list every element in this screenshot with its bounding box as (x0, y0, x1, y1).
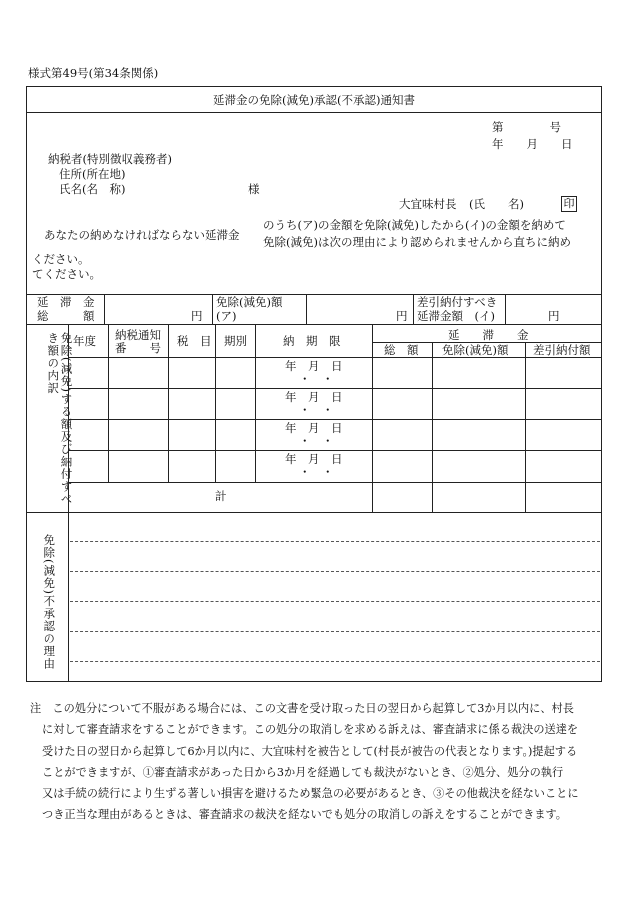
exempt-amount-label-2: (ア) (216, 309, 237, 323)
note-line: ことができますが、①審査請求があった日から3か月を経過しても裁決がないとき、②処分、処分の執行 (42, 765, 564, 779)
deadline-ymd: 年 月 日 (285, 452, 343, 466)
payable-amount-label-2: 延滞金額 (イ) (417, 309, 495, 323)
appeal-note (30, 698, 610, 826)
form-title: 延滞金の免除(減免)承認(不承認)通知書 (213, 93, 415, 107)
issuer-title: 大宜味村長 (399, 197, 457, 211)
body-bottom-line2: てください。 (32, 267, 101, 281)
divider (525, 342, 526, 512)
deadline-dots: ・ ・ (299, 465, 334, 479)
divider (68, 512, 69, 682)
divider (255, 324, 256, 482)
reason-line (70, 571, 600, 572)
yen-unit: 円 (191, 309, 203, 323)
breakdown-side-label: 免除(減免)する額及び納付すべき額の内訳 (46, 332, 74, 506)
note-line: 受けた日の翌日から起算して6か月以内に、大宜味村を被告として(村長が被告の代表となります。)提起する (42, 744, 578, 758)
divider (108, 324, 109, 482)
number-label: 第 号 (492, 120, 561, 134)
divider (68, 357, 602, 358)
reason-line (70, 631, 600, 632)
yen-unit: 円 (548, 309, 560, 323)
divider (168, 324, 169, 482)
deadline-dots: ・ ・ (299, 372, 334, 386)
note-line: 注 この処分について不服がある場合には、この文書を受け取った日の翌日から起算して3か月以内に、村長 (30, 702, 574, 715)
divider (26, 112, 602, 113)
col-late-fee: 延 滞 金 (448, 328, 529, 342)
issuer-name-label: (氏 名) (469, 197, 524, 211)
deadline-ymd: 年 月 日 (285, 421, 343, 435)
divider (26, 324, 602, 325)
divider (68, 324, 69, 512)
deadline-ymd: 年 月 日 (285, 390, 343, 404)
divider (26, 294, 602, 295)
table-row (68, 419, 602, 420)
col-total: 総 額 (384, 343, 419, 357)
divider (505, 294, 506, 324)
table-row (68, 450, 602, 451)
reason-line (70, 541, 600, 542)
col-exempt: 免除(減免)額 (442, 343, 509, 357)
date-label: 年 月 日 (492, 137, 573, 151)
col-tax-item: 税 目 (177, 334, 212, 348)
reason-side-label: 免除(減免)不承認の理由 (42, 534, 57, 670)
divider (26, 512, 602, 513)
exempt-amount-label-1: 免除(減免)額 (216, 295, 283, 309)
table-row (68, 482, 602, 483)
seal-mark: 印 (561, 196, 577, 212)
divider (212, 294, 213, 324)
deadline-dots: ・ ・ (299, 403, 334, 417)
body-right-line1: のうち(ア)の金額を免除(減免)したから(イ)の金額を納めて (263, 218, 566, 232)
col-deadline: 納 期 限 (283, 334, 341, 348)
col-notice-no-2: 番 号 (115, 341, 161, 355)
address-label: 住所(所在地) (59, 167, 126, 181)
body-right-line2: 免除(減免)は次の理由により認められませんから直ちに納め (263, 235, 571, 249)
deadline-ymd: 年 月 日 (285, 359, 343, 373)
deadline-dots: ・ ・ (299, 434, 334, 448)
col-period: 期別 (224, 334, 247, 348)
payable-amount-label-1: 差引納付すべき (417, 295, 498, 309)
body-left-line: あなたの納めなければならない延滞金 (44, 228, 240, 242)
form-number: 様式第49号(第34条関係) (28, 66, 159, 80)
reason-line (70, 601, 600, 602)
col-year: 年度 (73, 334, 96, 348)
col-payable: 差引納付額 (533, 343, 591, 357)
table-row (68, 388, 602, 389)
divider (413, 294, 414, 324)
note-line: つき正当な理由があるときは、審査請求の裁決を経ないでも処分の取消しの訴えをすることができます。 (42, 808, 567, 822)
yen-unit: 円 (396, 309, 408, 323)
late-fee-total-label-1: 延 滞 金 (37, 295, 95, 309)
col-notice-no-1: 納税通知 (115, 328, 161, 342)
late-fee-total-label-2: 総 額 (37, 309, 95, 323)
divider (104, 294, 105, 324)
body-bottom-line1: ください。 (32, 252, 90, 266)
total-label: 計 (215, 489, 227, 503)
divider (215, 324, 216, 482)
note-line: に対して審査請求をすることができます。この処分の取消しを求める訴えは、審査請求に係る裁決の送達を (42, 723, 579, 737)
reason-line (70, 661, 600, 662)
name-label: 氏名(名 称) (59, 182, 126, 196)
divider (306, 294, 307, 324)
divider (372, 324, 373, 512)
divider (432, 342, 433, 512)
honorific: 様 (248, 182, 260, 196)
note-line: 又は手続の続行により生ずる著しい損害を避けるため緊急の必要があるとき、③その他裁決を経ないことに (42, 787, 579, 801)
taxpayer-label: 納税者(特別徴収義務者) (48, 152, 172, 166)
